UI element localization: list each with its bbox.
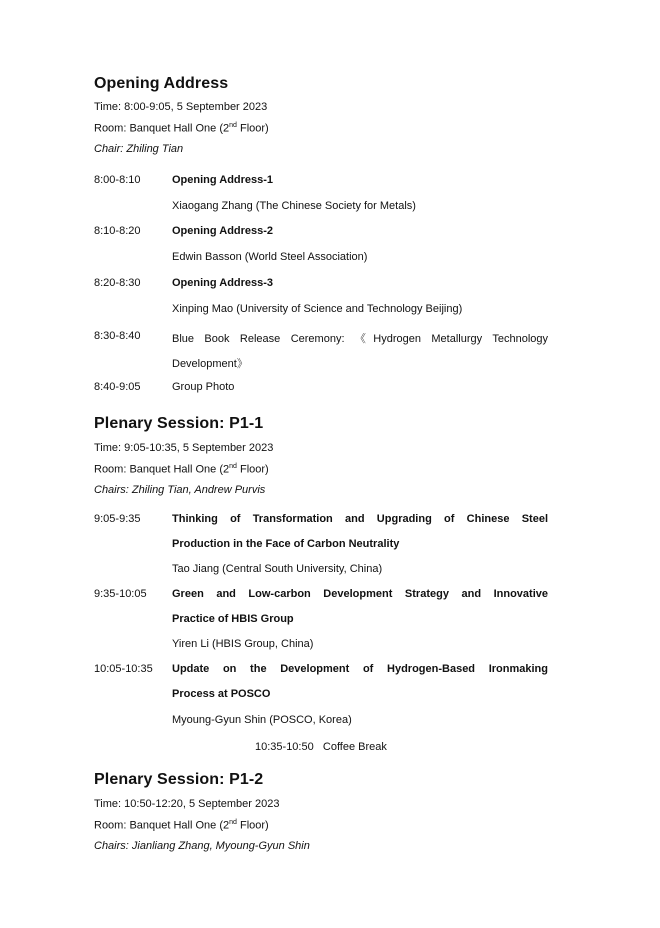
- schedule-time: 8:30-8:40: [94, 330, 141, 342]
- speaker: Xiaogang Zhang (The Chinese Society for Metals): [172, 200, 416, 212]
- talk-title-line: Production in the Face of Carbon Neutrality: [172, 538, 400, 550]
- opening-time: Time: 8:00-9:05, 5 September 2023: [94, 101, 268, 113]
- speaker: Edwin Basson (World Steel Association): [172, 251, 368, 263]
- talk-title-line: Green and Low-carbon Development Strategy and Innovative: [172, 588, 548, 600]
- talk-title: Opening Address-1: [172, 174, 274, 186]
- p1-2-time: Time: 10:50-12:20, 5 September 2023: [94, 798, 280, 810]
- speaker: Myoung-Gyun Shin (POSCO, Korea): [172, 714, 352, 726]
- p1-1-time: Time: 9:05-10:35, 5 September 2023: [94, 442, 274, 454]
- opening-room: Room: Banquet Hall One (2nd Floor): [94, 122, 269, 135]
- schedule-time: 9:05-9:35: [94, 513, 141, 525]
- talk-title: Opening Address-3: [172, 277, 274, 289]
- event-title-line: Development》: [172, 358, 248, 370]
- speaker: Tao Jiang (Central South University, China): [172, 563, 383, 575]
- coffee-break: 10:35-10:50 Coffee Break: [255, 741, 387, 753]
- talk-title-line: Thinking of Transformation and Upgrading of Chinese Steel: [172, 513, 548, 525]
- talk-title: Opening Address-2: [172, 225, 274, 237]
- talk-title-line: Process at POSCO: [172, 688, 271, 700]
- section-title-p1-2: Plenary Session: P1-2: [94, 771, 264, 788]
- talk-title-line: Update on the Development of Hydrogen-Based Ironmaking: [172, 663, 548, 675]
- event-title-line: Blue Book Release Ceremony: 《Hydrogen Metallurgy Technology: [172, 333, 548, 345]
- schedule-time: 8:00-8:10: [94, 174, 141, 186]
- schedule-time: 8:40-9:05: [94, 381, 141, 393]
- p1-2-room: Room: Banquet Hall One (2nd Floor): [94, 819, 269, 832]
- event-title: Group Photo: [172, 381, 235, 393]
- speaker: Xinping Mao (University of Science and Technology Beijing): [172, 303, 463, 315]
- talk-title-line: Practice of HBIS Group: [172, 613, 294, 625]
- speaker: Yiren Li (HBIS Group, China): [172, 638, 314, 650]
- section-title-p1-1: Plenary Session: P1-1: [94, 415, 264, 432]
- p1-2-chairs: Chairs: Jianliang Zhang, Myoung-Gyun Shin: [94, 840, 310, 852]
- schedule-time: 8:20-8:30: [94, 277, 141, 289]
- p1-1-room: Room: Banquet Hall One (2nd Floor): [94, 463, 269, 476]
- schedule-time: 8:10-8:20: [94, 225, 141, 237]
- schedule-time: 9:35-10:05: [94, 588, 147, 600]
- schedule-time: 10:05-10:35: [94, 663, 153, 675]
- p1-1-chairs: Chairs: Zhiling Tian, Andrew Purvis: [94, 484, 266, 496]
- section-title-opening: Opening Address: [94, 75, 229, 92]
- opening-chair: Chair: Zhiling Tian: [94, 143, 184, 155]
